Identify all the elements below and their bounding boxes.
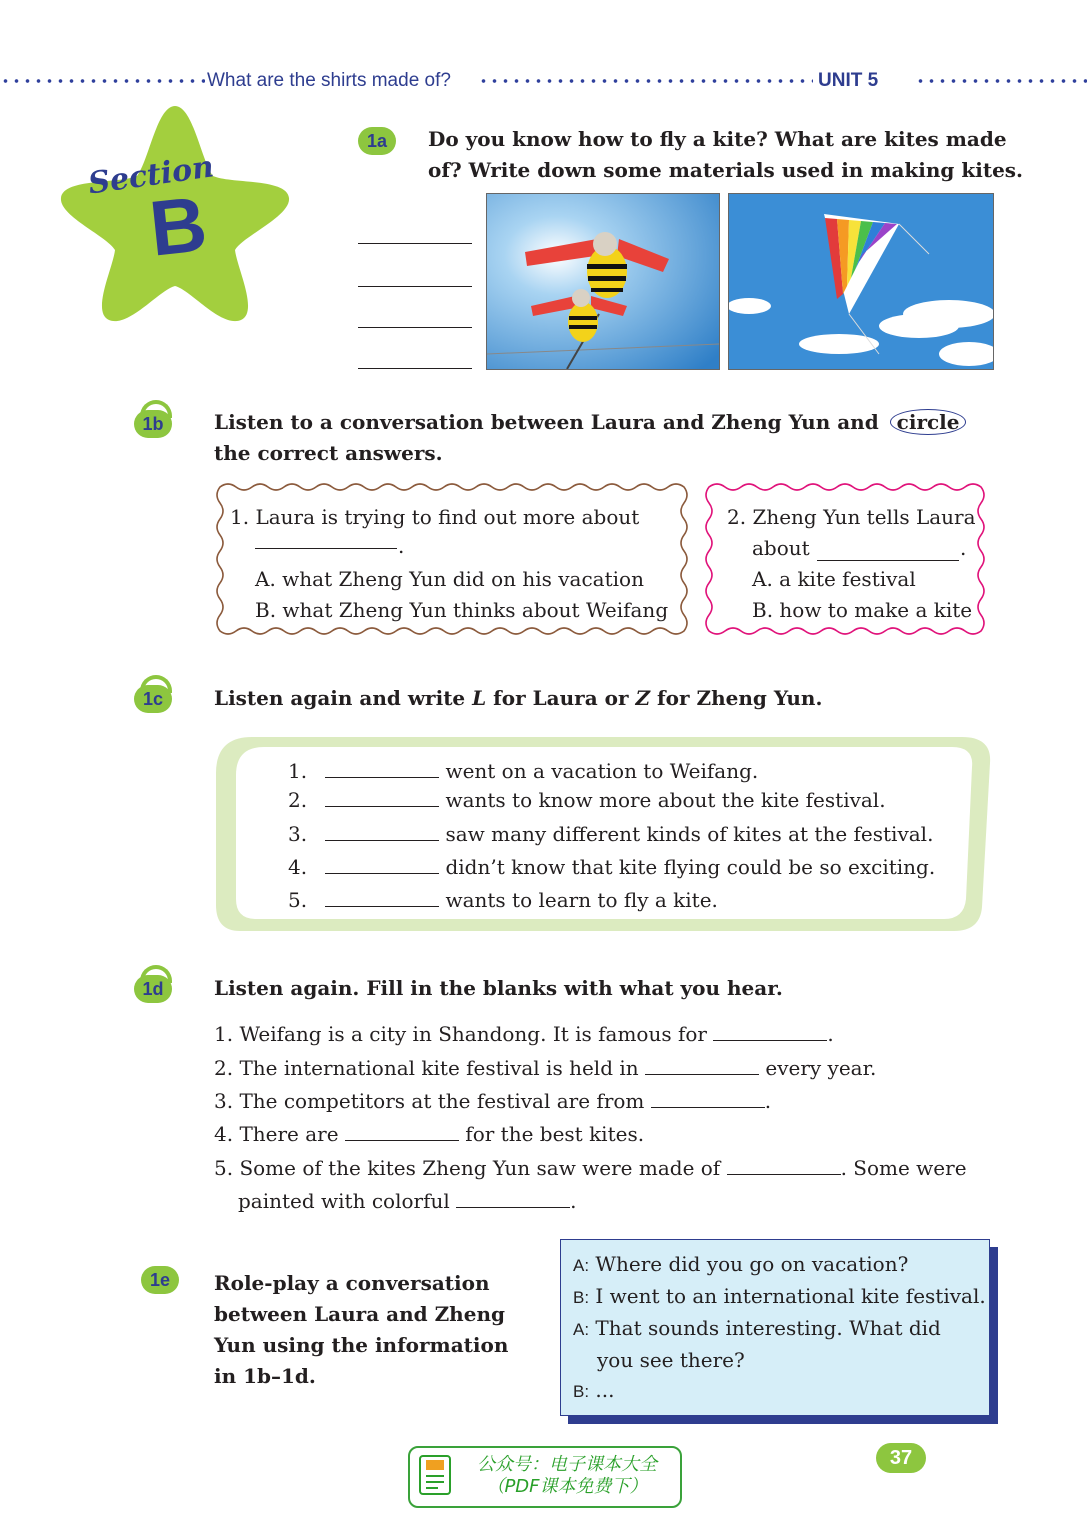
answer-blank[interactable] <box>325 886 439 907</box>
section-word: Section <box>86 149 216 202</box>
fill-item-5 <box>214 1154 967 1183</box>
item-text: 5. Some of the kites Zheng Yun saw were made of <box>214 1156 721 1180</box>
book-icon <box>418 1454 456 1498</box>
dialog-line <box>561 1345 989 1375</box>
item-text: wants to learn to fly a kite. <box>445 888 718 912</box>
dialog-text: you see there? <box>597 1348 745 1372</box>
exercise-1c-instruction <box>214 683 822 713</box>
task-item-2 <box>288 786 886 815</box>
task-item-3 <box>288 820 933 849</box>
task-item-1 <box>288 757 758 786</box>
fill-item-1: 1. Weifang is a city in Shandong. It is famous for . <box>214 1022 834 1046</box>
question-1-period: . <box>398 534 405 558</box>
answer-line-4[interactable] <box>358 368 472 369</box>
answer-blank[interactable] <box>325 820 439 841</box>
dialog-text: I went to an international kite festival. <box>595 1284 986 1308</box>
bee-kites-photo <box>486 193 720 370</box>
watermark-line-2: （PDF课本免费下） <box>486 1476 648 1497</box>
dialog-line <box>561 1375 989 1407</box>
letter-z: Z <box>635 686 651 710</box>
item-text: saw many different kinds of kites at the festival. <box>445 822 934 846</box>
answer-blank[interactable] <box>325 853 439 874</box>
answer-blank[interactable] <box>325 786 439 807</box>
item-text: 3. The competitors at the festival are from <box>214 1089 645 1113</box>
question-2-option-a[interactable]: A. a kite festival <box>752 567 916 591</box>
answer-blank[interactable] <box>713 1020 827 1041</box>
exercise-1d-badge: 1d <box>134 975 172 1003</box>
sample-dialog-box <box>560 1239 990 1416</box>
task-item-4 <box>288 853 935 882</box>
fill-item-3: 3. The competitors at the festival are from . <box>214 1089 772 1113</box>
exercise-1c-badge: 1c <box>134 685 172 713</box>
answer-blank[interactable] <box>727 1154 841 1175</box>
exercise-1a-instruction-2: of? Write down some materials used in making kites. <box>428 158 1024 182</box>
exercise-1d-instruction: Listen again. Fill in the blanks with what you hear. <box>214 976 783 1000</box>
dialog-text: Where did you go on vacation? <box>595 1252 909 1276</box>
instruction-text: for Laura or <box>486 686 636 710</box>
answer-line-1[interactable] <box>358 243 472 244</box>
exercise-1b-instruction-2: the correct answers. <box>214 441 443 465</box>
lesson-title: What are the shirts made of? <box>207 70 451 91</box>
question-1-blank[interactable] <box>255 548 397 549</box>
fill-item-2 <box>214 1054 876 1083</box>
exercise-1e-badge: 1e <box>141 1266 179 1294</box>
exercise-1e-instruction-3: Yun using the information <box>214 1333 509 1357</box>
answer-line-3[interactable] <box>358 327 472 328</box>
header-dots-left <box>0 77 205 85</box>
task-item-5 <box>288 886 718 915</box>
dialog-line <box>561 1281 989 1313</box>
question-1-option-b[interactable]: B. what Zheng Yun thinks about Weifang <box>255 598 669 622</box>
item-number: 1. <box>288 759 308 783</box>
speaker-label: B: <box>573 1382 590 1401</box>
question-2-stem-2: about <box>752 536 810 560</box>
dialog-text: That sounds interesting. What did <box>595 1316 941 1340</box>
item-text: painted with colorful <box>238 1189 450 1213</box>
item-text: went on a vacation to Weifang. <box>445 759 759 783</box>
question-2-period: . <box>960 536 967 560</box>
watermark-line-1: 公众号：电子课本大全 <box>477 1454 657 1475</box>
answer-line-2[interactable] <box>358 286 472 287</box>
answer-blank[interactable] <box>645 1054 759 1075</box>
item-number: 4. <box>288 855 308 879</box>
dialog-line <box>561 1313 989 1345</box>
instruction-text: Listen again and write <box>214 686 473 710</box>
answer-blank[interactable] <box>456 1187 570 1208</box>
letter-l: L <box>472 686 487 710</box>
header-dots-middle <box>478 77 813 85</box>
exercise-1b-instruction-1 <box>214 407 966 437</box>
unit-label: UNIT 5 <box>818 70 879 91</box>
item-number: 5. <box>288 888 308 912</box>
speaker-label: A: <box>573 1256 590 1275</box>
exercise-1a-instruction-1: Do you know how to fly a kite? What are kites made <box>428 127 1007 151</box>
item-text: 1. Weifang is a city in Shandong. It is famous for <box>214 1022 707 1046</box>
fill-item-4 <box>214 1120 644 1149</box>
item-text: for the best kites. <box>465 1122 645 1146</box>
answer-blank[interactable] <box>325 757 439 778</box>
question-1-option-a[interactable]: A. what Zheng Yun did on his vacation <box>255 567 644 591</box>
dialog-line <box>561 1249 989 1281</box>
item-text: . Some were <box>840 1156 967 1180</box>
watermark-text <box>462 1454 672 1498</box>
item-text: didn’t know that kite flying could be so exciting. <box>445 855 936 879</box>
exercise-1b-badge: 1b <box>134 410 172 438</box>
question-2-option-b[interactable]: B. how to make a kite <box>752 598 973 622</box>
exercise-1a-badge: 1a <box>358 127 396 155</box>
exercise-1e-instruction-1: Role-play a conversation <box>214 1271 490 1295</box>
exercise-1b-instruction-text: Listen to a conversation between Laura and Zheng Yun and <box>214 410 879 434</box>
circle-word: circle <box>890 409 967 435</box>
dialog-text: ... <box>595 1378 615 1402</box>
item-text: 2. The international kite festival is held in <box>214 1056 639 1080</box>
exercise-1e-instruction-2: between Laura and Zheng <box>214 1302 505 1326</box>
question-1-stem: 1. Laura is trying to find out more about <box>230 505 640 529</box>
exercise-1e-instruction-4: in 1b–1d. <box>214 1364 316 1388</box>
instruction-text: for Zheng Yun. <box>650 686 823 710</box>
item-text: wants to know more about the kite festival. <box>445 788 886 812</box>
header-dots-right <box>915 77 1087 85</box>
item-text: 4. There are <box>214 1122 339 1146</box>
section-letter: B <box>145 179 211 273</box>
rainbow-kite-photo <box>728 193 994 370</box>
item-number: 2. <box>288 788 308 812</box>
question-2-stem-1: 2. Zheng Yun tells Laura <box>727 505 976 529</box>
speaker-label: A: <box>573 1320 590 1339</box>
fill-item-5-continued: painted with colorful . <box>238 1189 577 1213</box>
item-text: every year. <box>765 1056 877 1080</box>
watermark-box <box>408 1446 682 1508</box>
answer-blank[interactable] <box>345 1120 459 1141</box>
question-2-blank[interactable] <box>817 560 959 561</box>
answer-blank[interactable] <box>651 1087 765 1108</box>
item-number: 3. <box>288 822 308 846</box>
speaker-label: B: <box>573 1288 590 1307</box>
page-number: 37 <box>876 1443 926 1473</box>
